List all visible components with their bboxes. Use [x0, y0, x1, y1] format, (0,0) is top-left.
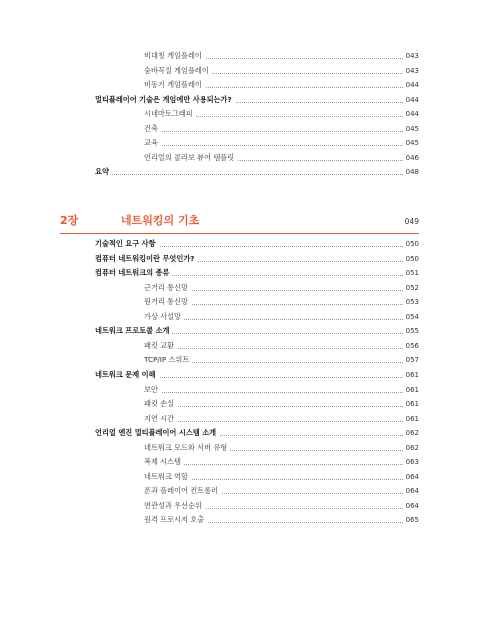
- dot-leader: [144, 348, 419, 349]
- toc-subsection-entry[interactable]: [0, 513, 500, 527]
- toc-section-entry[interactable]: [0, 266, 500, 280]
- toc-section-entry[interactable]: [0, 426, 500, 440]
- entry-page-number: 046: [403, 151, 419, 165]
- entry-title: 근거리 통신망: [144, 281, 191, 295]
- entry-page-number: 044: [403, 93, 419, 107]
- toc-subsection-entry[interactable]: [0, 412, 500, 426]
- entry-title: 네트워크 모드와 서버 유형: [144, 441, 230, 455]
- entry-title: 네트워크 문제 이해: [95, 368, 159, 382]
- entry-page-number: 043: [403, 64, 419, 78]
- toc-section-entry[interactable]: [0, 368, 500, 382]
- toc-subsection-entry[interactable]: [0, 484, 500, 498]
- entry-title: 패킷 교환: [144, 339, 177, 353]
- entry-title: 숨바꼭질 게임플레이: [144, 64, 212, 78]
- entry-page-number: 062: [403, 441, 419, 455]
- entry-page-number: 061: [403, 383, 419, 397]
- toc-subsection-entry[interactable]: [0, 499, 500, 513]
- toc-subsection-entry[interactable]: [0, 122, 500, 136]
- entry-page-number: 044: [403, 78, 419, 92]
- entry-page-number: 057: [403, 353, 419, 367]
- chapter-title: 네트워킹의 기초: [121, 214, 200, 227]
- entry-title: 원거리 통신망: [144, 295, 191, 309]
- entry-page-number: 048: [403, 165, 419, 179]
- entry-title: 원격 프로시저 호출: [144, 513, 207, 527]
- toc-section-entry[interactable]: [0, 93, 500, 107]
- entry-page-number: 064: [403, 499, 419, 513]
- entry-page-number: 061: [403, 412, 419, 426]
- toc-subsection-entry[interactable]: [0, 136, 500, 150]
- toc-subsection-entry[interactable]: [0, 353, 500, 367]
- dot-leader: [144, 464, 419, 465]
- toc-subsection-entry[interactable]: [0, 64, 500, 78]
- entry-page-number: 054: [403, 310, 419, 324]
- entry-title: 언리얼 엔진 멀티플레이어 시스템 소개: [95, 426, 219, 440]
- toc-subsection-entry[interactable]: [0, 310, 500, 324]
- entry-page-number: 045: [403, 136, 419, 150]
- entry-title: 패킷 손실: [144, 397, 177, 411]
- entry-title: 폰과 플레이어 컨트롤러: [144, 484, 221, 498]
- entry-page-number: 062: [403, 426, 419, 440]
- entry-title: 보안: [144, 383, 161, 397]
- toc-subsection-entry[interactable]: [0, 281, 500, 295]
- entry-title: 복제 시스템: [144, 455, 184, 469]
- toc-subsection-entry[interactable]: [0, 107, 500, 121]
- dot-leader: [144, 145, 419, 146]
- entry-page-number: 061: [403, 368, 419, 382]
- toc-subsection-entry[interactable]: [0, 151, 500, 165]
- entry-title: 건축: [144, 122, 161, 136]
- toc-subsection-entry[interactable]: [0, 441, 500, 455]
- chapter-page-number: 049: [404, 217, 419, 226]
- toc-subsection-entry[interactable]: [0, 78, 500, 92]
- chapter-divider: [60, 233, 419, 234]
- dot-leader: [144, 421, 419, 422]
- entry-title: 요약: [95, 165, 112, 179]
- entry-page-number: 043: [403, 49, 419, 63]
- entry-title: 컴퓨터 네트워크의 종류: [95, 266, 172, 280]
- entry-title: 연관성과 우선순위: [144, 499, 205, 513]
- chapter-heading[interactable]: [0, 211, 500, 231]
- entry-title: 가상 사설망: [144, 310, 184, 324]
- entry-title: 언리얼의 콜라보 뷰어 템플릿: [144, 151, 237, 165]
- toc-subsection-entry[interactable]: [0, 295, 500, 309]
- entry-title: 기술적인 요구 사항: [95, 237, 159, 251]
- entry-title: 네트워크 역할: [144, 470, 191, 484]
- toc-section-entry[interactable]: [0, 252, 500, 266]
- entry-page-number: 050: [403, 252, 419, 266]
- toc-subsection-entry[interactable]: [0, 470, 500, 484]
- entry-page-number: 055: [403, 324, 419, 338]
- entry-title: 멀티플레이어 기술은 게임에만 사용되는가?: [95, 93, 235, 107]
- toc-subsection-entry[interactable]: [0, 455, 500, 469]
- entry-title: 비대칭 게임플레이: [144, 49, 205, 63]
- dot-leader: [144, 131, 419, 132]
- entry-title: 컴퓨터 네트워킹이란 무엇인가?: [95, 252, 197, 266]
- toc-subsection-entry[interactable]: [0, 397, 500, 411]
- entry-page-number: 050: [403, 237, 419, 251]
- entry-page-number: 056: [403, 339, 419, 353]
- entry-title: 시네마토그래피: [144, 107, 196, 121]
- toc-section-entry[interactable]: [0, 165, 500, 179]
- dot-leader: [144, 392, 419, 393]
- entry-title: 교육: [144, 136, 161, 150]
- entry-title: 네트워크 프로토콜 소개: [95, 324, 172, 338]
- entry-title: TCP/IP 스위트: [144, 353, 192, 367]
- entry-page-number: 051: [403, 266, 419, 280]
- entry-page-number: 052: [403, 281, 419, 295]
- entry-title: 지연 시간: [144, 412, 177, 426]
- dot-leader: [144, 406, 419, 407]
- entry-page-number: 045: [403, 122, 419, 136]
- toc-subsection-entry[interactable]: [0, 339, 500, 353]
- entry-page-number: 044: [403, 107, 419, 121]
- entry-page-number: 064: [403, 484, 419, 498]
- dot-leader: [95, 174, 419, 175]
- entry-page-number: 053: [403, 295, 419, 309]
- entry-page-number: 065: [403, 513, 419, 527]
- dot-leader: [144, 319, 419, 320]
- toc-subsection-entry[interactable]: [0, 383, 500, 397]
- entry-page-number: 061: [403, 397, 419, 411]
- toc-subsection-entry[interactable]: [0, 49, 500, 63]
- entry-page-number: 063: [403, 455, 419, 469]
- entry-page-number: 064: [403, 470, 419, 484]
- toc-section-entry[interactable]: [0, 324, 500, 338]
- toc-section-entry[interactable]: [0, 237, 500, 251]
- chapter-number: 2장: [60, 214, 79, 227]
- entry-title: 비동기 게임플레이: [144, 78, 205, 92]
